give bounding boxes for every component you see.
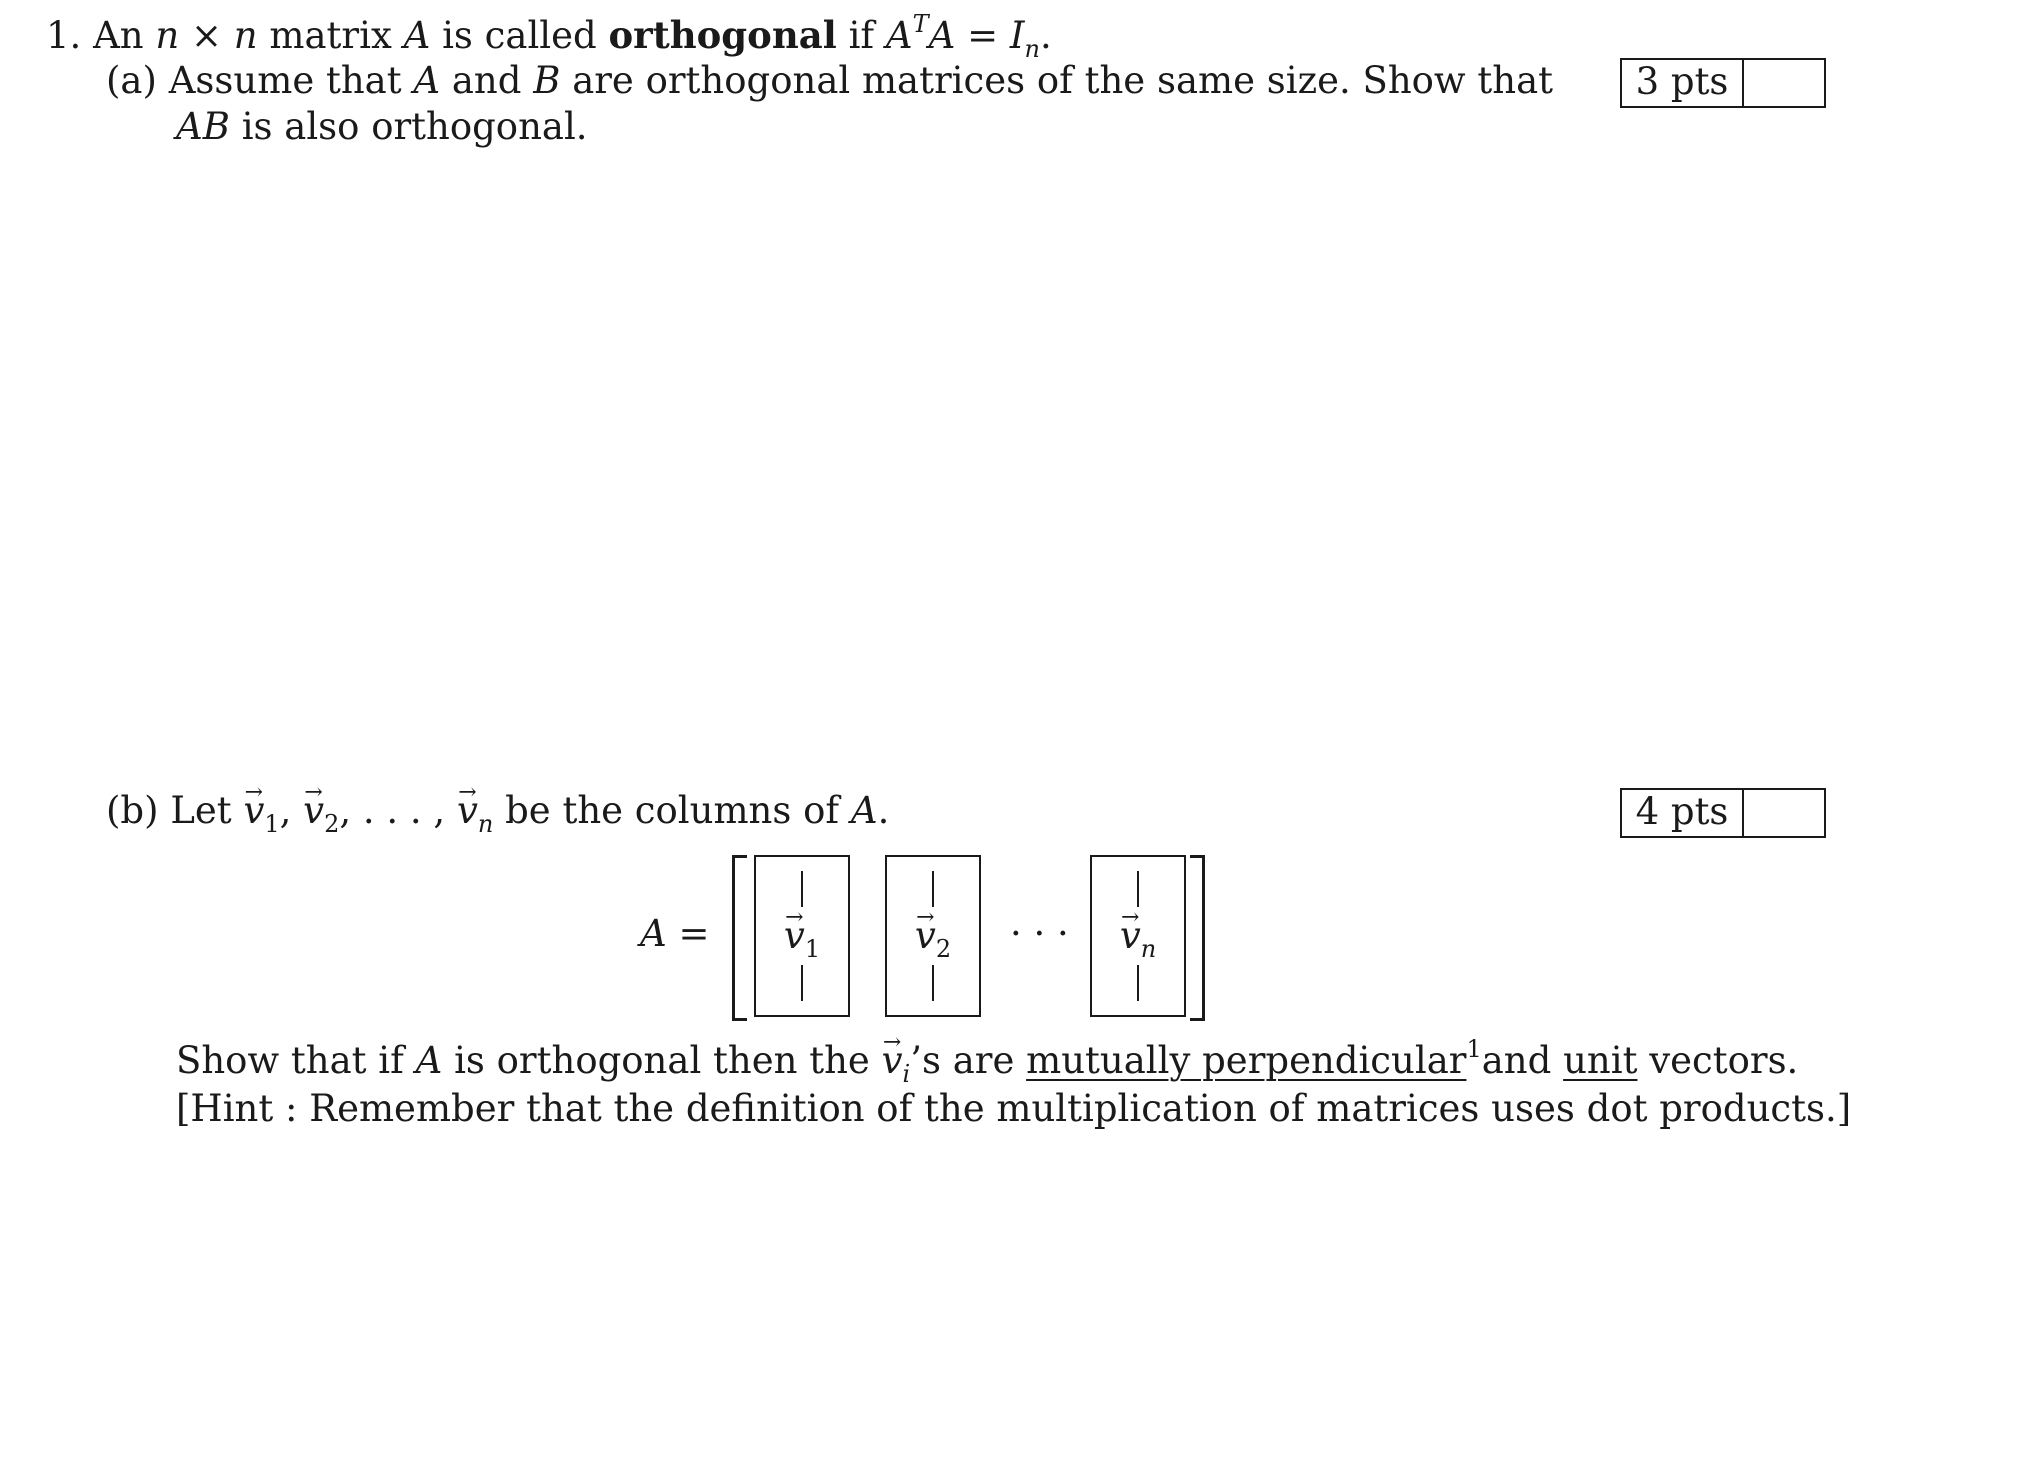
mutually-perpendicular-text: mutually perpendicular [1026,1039,1467,1082]
part-a-line-2: AB is also orthogonal. [176,105,588,148]
problem-number: 1. [46,14,82,57]
matrix-column-n [1090,855,1186,1017]
part-b-label: (b) [106,789,159,832]
matrix-right-bracket [1190,855,1205,1021]
orthogonal-keyword: orthogonal [608,13,837,57]
unit-text: unit [1563,1039,1638,1082]
column-vector-label: → $v_n$ [1092,915,1184,957]
part-a-points: 3 pts [1622,60,1744,106]
part-a-score-field[interactable] [1744,60,1824,106]
part-b-line-1: (b) Let → $v_1$, → $v_2$, . . . , → $v_n$ be the columns of A. [106,788,889,834]
column-vector-label: → $v_1$ [756,915,848,957]
matrix-equation [640,855,1220,1017]
matrix-column-1 [754,855,850,1017]
part-b-show-line: Show that if A is orthogonal then the → $v_i’s$ are mutually perpendicular$^1$and unit vectors. [176,1038,1798,1084]
matrix-ellipsis: · · · [1010,912,1069,955]
problem-statement: 1. An n × n matrix A is called orthogonal if $A^TA = I_n$. [46,10,1052,63]
part-b-points-box [1620,788,1826,838]
matrix-column-2 [885,855,981,1017]
part-a-points-box [1620,58,1826,108]
part-a-label: (a) [106,59,157,102]
part-b-points: 4 pts [1622,790,1744,836]
part-b-score-field[interactable] [1744,790,1824,836]
matrix-left-bracket [732,855,747,1021]
footnote-marker: 1 [1466,1035,1482,1063]
part-a-line-1: (a) Assume that A and B are orthogonal matrices of the same size. Show that [106,59,1553,102]
part-b-hint: [Hint : Remember that the definition of the multiplication of matrices uses dot products.] [176,1087,1852,1130]
matrix-lhs: A = [640,912,710,955]
column-vector-label: → $v_2$ [887,915,979,957]
